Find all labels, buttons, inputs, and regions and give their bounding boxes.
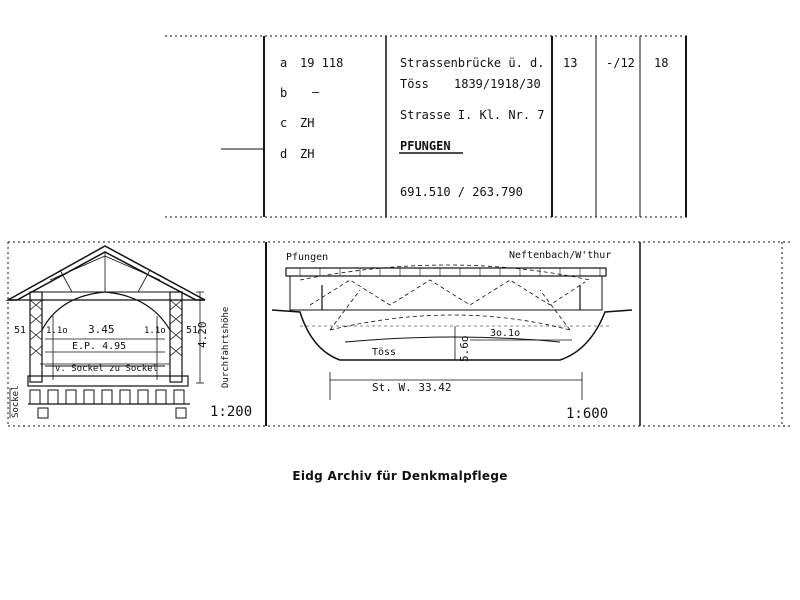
- dim-side-left: 1.1o: [46, 326, 68, 336]
- row-b-value: —: [312, 85, 320, 99]
- river-name: Töss: [400, 77, 429, 91]
- construction-years: 1839/1918/30: [454, 77, 541, 91]
- archive-caption: Eidg Archiv für Denkmalpflege: [292, 469, 508, 483]
- dim-sockel: v. Sockel zu Sockel: [55, 364, 158, 374]
- label-river: Töss: [372, 347, 397, 358]
- elevation-dim-span: 3o.1o: [490, 328, 521, 339]
- bridge-title: Strassenbrücke ü. d.: [400, 56, 545, 70]
- bridge-elevation: [272, 265, 632, 400]
- row-d-value: ZH: [300, 147, 315, 161]
- elevation-scale: 1:600: [566, 406, 609, 422]
- dim-ep: E.P. 4.95: [72, 341, 127, 352]
- column-1-value: 13: [563, 56, 578, 70]
- record-fields: [280, 56, 668, 199]
- coordinates: 691.510 / 263.790: [400, 185, 523, 199]
- road-class: Strasse I. Kl. Nr. 7: [400, 108, 545, 122]
- row-a-value: 19 118: [300, 56, 344, 70]
- label-sockel: Sockel: [11, 385, 21, 418]
- cross-section-dimensions: [11, 307, 252, 420]
- dim-height: 4.20: [196, 321, 209, 348]
- place-name: PFUNGEN: [400, 139, 451, 153]
- row-c-key: c: [280, 116, 288, 130]
- dim-edge-left: 51: [14, 325, 27, 336]
- cross-section-scale: 1:200: [210, 404, 253, 420]
- dim-side-right: 1.1o: [144, 326, 166, 336]
- elevation-dim-height: 5.6o: [458, 335, 471, 362]
- row-c-value: ZH: [300, 116, 315, 130]
- row-a-key: a: [280, 56, 288, 70]
- row-b-key: b: [280, 86, 288, 100]
- column-3-value: 18: [654, 56, 669, 70]
- elevation-dim-total: St. W. 33.42: [372, 381, 452, 394]
- label-neftenbach: Neftenbach/W'thur: [509, 250, 612, 261]
- column-2-value: -/12: [606, 56, 635, 70]
- dim-edge-right: 51: [186, 325, 199, 336]
- label-pfungen: Pfungen: [286, 252, 329, 263]
- dim-width: 3.45: [88, 323, 115, 336]
- row-d-key: d: [280, 147, 288, 161]
- label-durchfahrtshoehe: Durchfahrtshöhe: [221, 306, 231, 388]
